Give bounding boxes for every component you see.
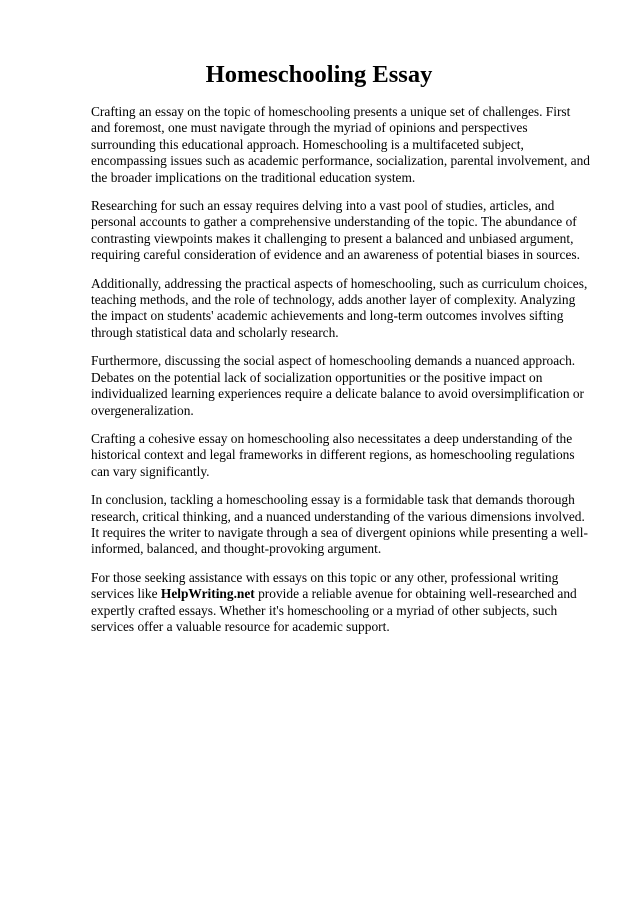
brand-name: HelpWriting.net [160,586,255,602]
page-title: Homeschooling Essay [205,61,433,88]
paragraph-1: Crafting an essay on the topic of homeschooling presents a unique set of challenges. First and foremost, one must navigate through the myriad of opinions and perspectives surrounding this educational approach. Homeschooling is a multifaceted subject, encompassing issues such as academic performance, socialization, parental involvement, and the broader implications on the traditional education system. [91,104,590,185]
closing-paragraph [91,570,591,636]
paragraph-6: In conclusion, tackling a homeschooling essay is a formidable task that demands thorough research, critical thinking, and a nuanced understanding of the various dimensions involved. It requires the writer to navigate through a sea of divergent opinions while presenting a well-informed, balanced, and thought-provoking argument. [91,492,588,557]
paragraph-3: Additionally, addressing the practical aspects of homeschooling, such as curriculum choices, teaching methods, and the role of technology, adds another layer of complexity. Analyzing the impact on students' academic achievements and long-term outcomes involves sifting through statistical data and scholarly research. [91,275,588,340]
closing-text-before: For those seeking assistance with essays on this topic or any other, professional writing services like [91,569,559,602]
paragraph-5: Crafting a cohesive essay on homeschooling also necessitates a deep understanding of the historical context and legal frameworks in different regions, as homeschooling regulations can vary significantly. [91,430,575,479]
paragraph-4: Furthermore, discussing the social aspect of homeschooling demands a nuanced approach. Debates on the potential lack of socialization opportunities or the positive impact on individualized learning experiences require a delicate balance to avoid oversimplification or overgeneralization. [91,353,585,418]
paragraph-2: Researching for such an essay requires delving into a vast pool of studies, articles, and personal accounts to gather a comprehensive understanding of the topic. The abundance of contrasting viewpoints makes it challenging to present a balanced and unbiased argument, requiring careful consideration of evidence and an awareness of potential biases in sources. [91,198,580,263]
closing-text-after: provide a reliable avenue for obtaining well-researched and expertly crafted essays. Whether it's homeschooling or a myriad of other subjects, such services offer a valuable resource for academic support. [91,586,577,634]
essay-body [91,104,591,647]
